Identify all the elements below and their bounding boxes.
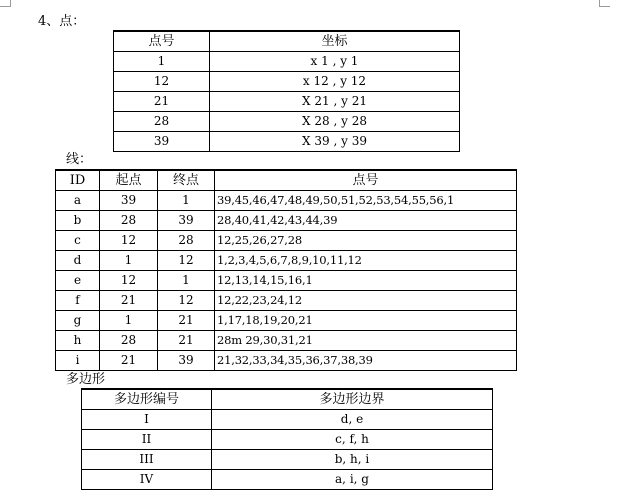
page-corner-mark-right bbox=[599, 0, 610, 7]
line-start-cell: 21 bbox=[100, 351, 158, 371]
table-row bbox=[82, 430, 493, 450]
line-start-cell: 12 bbox=[100, 231, 158, 251]
line-id-cell: c bbox=[56, 231, 100, 251]
line-id-cell: f bbox=[56, 291, 100, 311]
point-id-cell: 12 bbox=[114, 72, 210, 92]
line-end-cell: 39 bbox=[158, 211, 215, 231]
line-id-cell: a bbox=[56, 191, 100, 211]
table-row bbox=[82, 410, 493, 430]
line-points-cell: 12,22,23,24,12 bbox=[215, 291, 517, 311]
table-row bbox=[114, 112, 460, 132]
table-row bbox=[56, 271, 517, 291]
lines-header-id: ID bbox=[56, 170, 100, 191]
point-id-cell: 21 bbox=[114, 92, 210, 112]
points-table bbox=[113, 30, 460, 152]
table-row bbox=[114, 52, 460, 72]
line-end-cell: 12 bbox=[158, 251, 215, 271]
line-start-cell: 28 bbox=[100, 331, 158, 351]
point-coordinate-cell: x 12 , y 12 bbox=[210, 72, 460, 92]
point-coordinate-cell: X 39 , y 39 bbox=[210, 132, 460, 152]
polygons-header-row bbox=[82, 389, 493, 410]
line-points-cell: 21,32,33,34,35,36,37,38,39 bbox=[215, 351, 517, 371]
page-corner-mark-left bbox=[0, 0, 11, 7]
polygon-id-cell: III bbox=[82, 450, 212, 470]
line-points-cell: 12,25,26,27,28 bbox=[215, 231, 517, 251]
polygons-header-boundary: 多边形边界 bbox=[212, 389, 493, 410]
polygon-id-cell: IV bbox=[82, 470, 212, 490]
points-header-coordinate: 坐标 bbox=[210, 31, 460, 52]
point-coordinate-cell: X 21 , y 21 bbox=[210, 92, 460, 112]
polygons-header-id: 多边形编号 bbox=[82, 389, 212, 410]
lines-header-start: 起点 bbox=[100, 170, 158, 191]
point-coordinate-cell: X 28 , y 28 bbox=[210, 112, 460, 132]
point-coordinate-cell: x 1 , y 1 bbox=[210, 52, 460, 72]
table-row bbox=[56, 291, 517, 311]
line-points-cell: 28,40,41,42,43,44,39 bbox=[215, 211, 517, 231]
line-points-cell: 1,2,3,4,5,6,7,8,9,10,11,12 bbox=[215, 251, 517, 271]
line-end-cell: 1 bbox=[158, 271, 215, 291]
line-end-cell: 1 bbox=[158, 191, 215, 211]
polygon-boundary-cell: c, f, h bbox=[212, 430, 493, 450]
line-start-cell: 12 bbox=[100, 271, 158, 291]
table-row bbox=[82, 450, 493, 470]
lines-header-end: 终点 bbox=[158, 170, 215, 191]
table-row bbox=[114, 92, 460, 112]
point-id-cell: 1 bbox=[114, 52, 210, 72]
line-start-cell: 21 bbox=[100, 291, 158, 311]
lines-header-points: 点号 bbox=[215, 170, 517, 191]
lines-heading: 线： bbox=[66, 152, 93, 167]
polygon-id-cell: II bbox=[82, 430, 212, 450]
point-id-cell: 28 bbox=[114, 112, 210, 132]
lines-table bbox=[55, 169, 517, 371]
point-id-cell: 39 bbox=[114, 132, 210, 152]
line-points-cell: 28m 29,30,31,21 bbox=[215, 331, 517, 351]
line-start-cell: 39 bbox=[100, 191, 158, 211]
table-row bbox=[56, 311, 517, 331]
line-id-cell: d bbox=[56, 251, 100, 271]
line-start-cell: 28 bbox=[100, 211, 158, 231]
table-row bbox=[56, 211, 517, 231]
polygon-boundary-cell: b, h, i bbox=[212, 450, 493, 470]
table-row bbox=[82, 470, 493, 490]
polygons-heading: 多边形 bbox=[66, 372, 106, 387]
line-points-cell: 12,13,14,15,16,1 bbox=[215, 271, 517, 291]
line-end-cell: 12 bbox=[158, 291, 215, 311]
polygons-table bbox=[81, 388, 493, 490]
table-row bbox=[56, 191, 517, 211]
line-end-cell: 28 bbox=[158, 231, 215, 251]
line-points-cell: 39,45,46,47,48,49,50,51,52,53,54,55,56,1 bbox=[215, 191, 517, 211]
table-row bbox=[114, 132, 460, 152]
points-heading: 4、点： bbox=[38, 14, 86, 29]
polygon-boundary-cell: d, e bbox=[212, 410, 493, 430]
line-start-cell: 1 bbox=[100, 251, 158, 271]
table-row bbox=[56, 331, 517, 351]
table-row bbox=[114, 72, 460, 92]
line-id-cell: i bbox=[56, 351, 100, 371]
table-row bbox=[56, 231, 517, 251]
table-row bbox=[56, 251, 517, 271]
points-header-id: 点号 bbox=[114, 31, 210, 52]
line-id-cell: e bbox=[56, 271, 100, 291]
polygon-boundary-cell: a, i, g bbox=[212, 470, 493, 490]
polygon-id-cell: I bbox=[82, 410, 212, 430]
line-points-cell: 1,17,18,19,20,21 bbox=[215, 311, 517, 331]
points-header-row bbox=[114, 31, 460, 52]
table-row bbox=[56, 351, 517, 371]
line-end-cell: 21 bbox=[158, 331, 215, 351]
line-id-cell: g bbox=[56, 311, 100, 331]
lines-header-row bbox=[56, 170, 517, 191]
line-end-cell: 21 bbox=[158, 311, 215, 331]
line-id-cell: b bbox=[56, 211, 100, 231]
line-end-cell: 39 bbox=[158, 351, 215, 371]
line-start-cell: 1 bbox=[100, 311, 158, 331]
line-id-cell: h bbox=[56, 331, 100, 351]
